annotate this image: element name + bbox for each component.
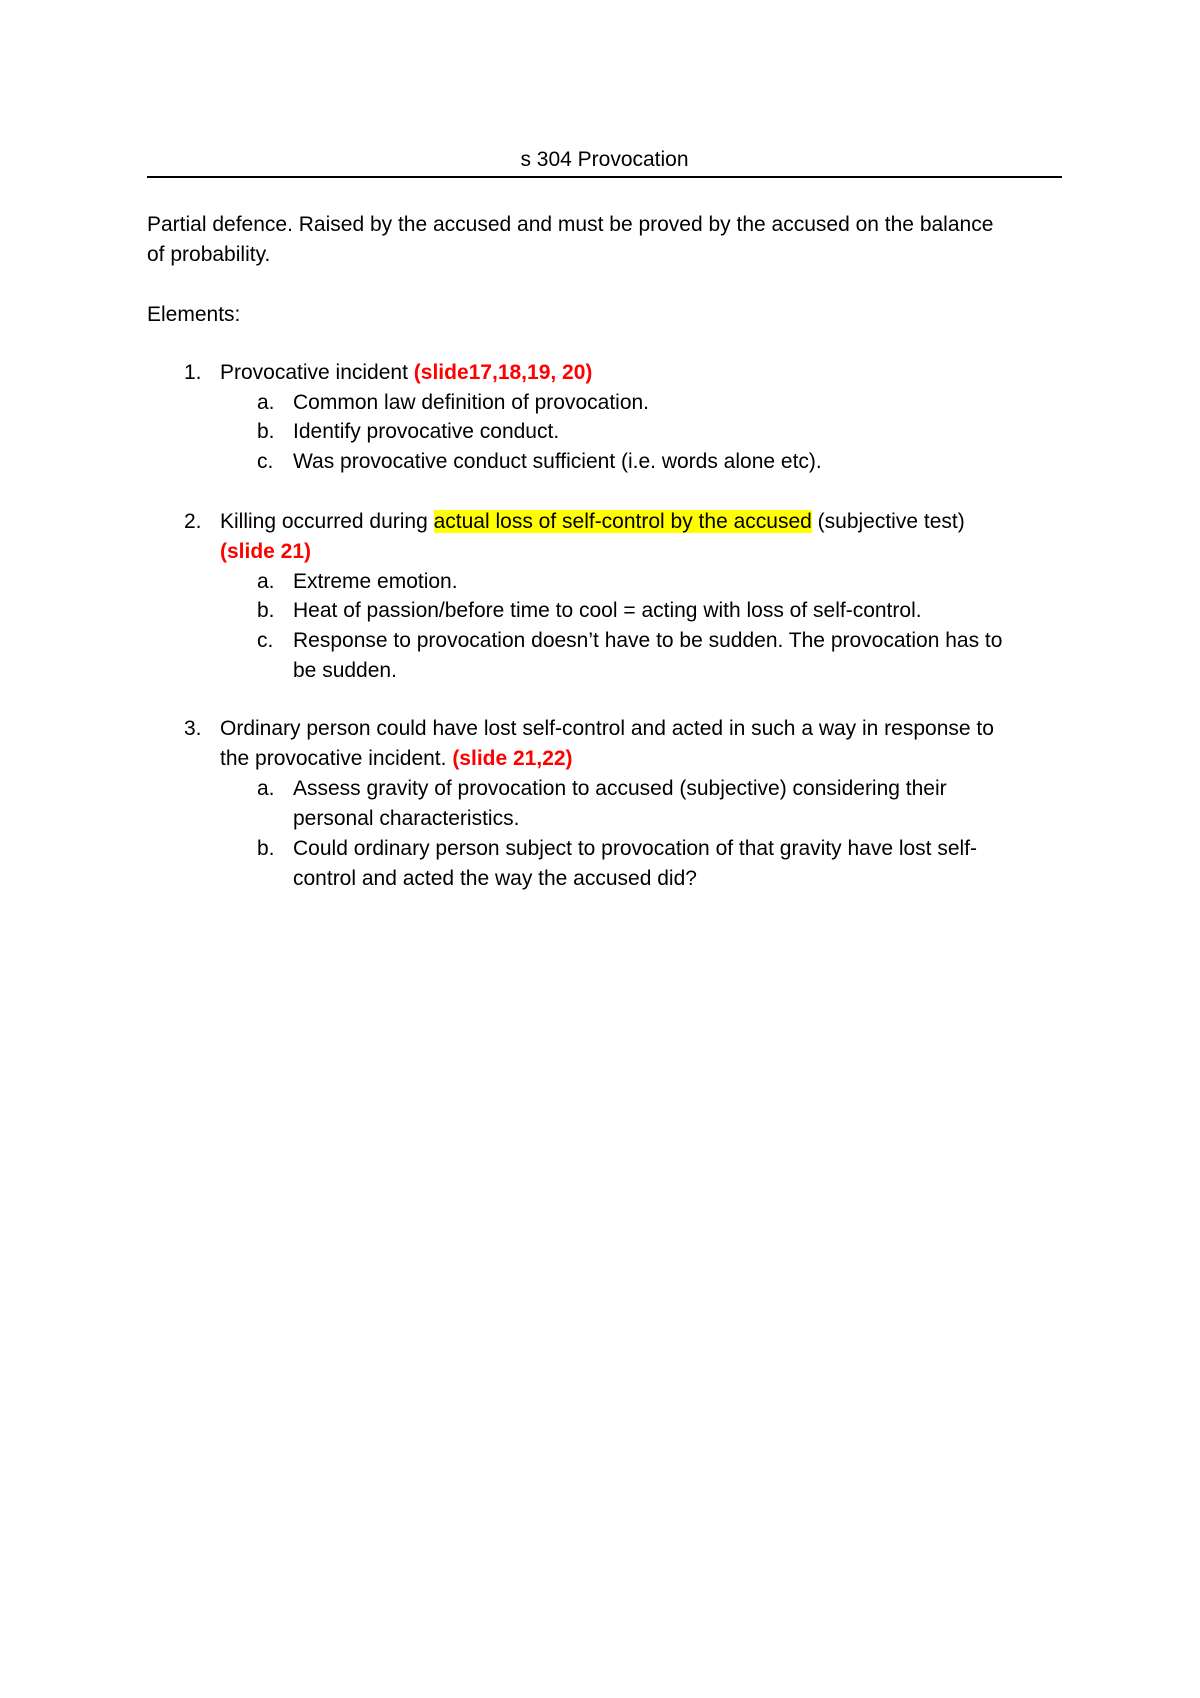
- item-3a-line-1: Assess gravity of provocation to accused (subjective) considering their: [293, 777, 947, 800]
- item-3a-line-2: personal characteristics.: [293, 807, 520, 830]
- item-1-number: 1.: [184, 361, 202, 384]
- item-2c-letter: c.: [257, 629, 274, 652]
- item-2b-text: Heat of passion/before time to cool = acting with loss of self-control.: [293, 599, 922, 622]
- item-2c-line-1: Response to provocation doesn’t have to be sudden. The provocation has to: [293, 629, 1003, 652]
- item-3-line-2: [220, 744, 573, 774]
- item-3-line-1: Ordinary person could have lost self-control and acted in such a way in response to: [220, 717, 994, 740]
- item-3b-line-2: control and acted the way the accused did?: [293, 867, 697, 890]
- item-2-number: 2.: [184, 510, 202, 533]
- item-1b-letter: b.: [257, 420, 275, 443]
- item-1-label: Provocative incident: [220, 361, 414, 384]
- item-2-text-before: Killing occurred during: [220, 510, 434, 533]
- item-1a-text: Common law definition of provocation.: [293, 391, 650, 414]
- elements-heading: Elements:: [147, 303, 241, 326]
- item-1b-text: Identify provocative conduct.: [293, 420, 560, 443]
- item-2b-letter: b.: [257, 599, 275, 622]
- item-3-number: 3.: [184, 717, 202, 740]
- item-1c-letter: c.: [257, 450, 274, 473]
- intro-line-1: Partial defence. Raised by the accused and must be proved by the accused on the balance: [147, 213, 994, 236]
- item-3a-letter: a.: [257, 777, 275, 800]
- title-underline-rule: [147, 176, 1062, 178]
- item-1a-letter: a.: [257, 391, 275, 414]
- item-2a-text: Extreme emotion.: [293, 570, 458, 593]
- item-3b-line-1: Could ordinary person subject to provocation of that gravity have lost self-: [293, 837, 978, 860]
- item-2c-line-2: be sudden.: [293, 659, 397, 682]
- item-2-slide-ref: (slide 21): [220, 540, 312, 563]
- page-title: s 304 Provocation: [520, 148, 689, 171]
- item-3-line-2-text: the provocative incident.: [220, 747, 453, 770]
- item-3-slide-ref: (slide 21,22): [452, 747, 573, 770]
- intro-line-2: of probability.: [147, 243, 271, 266]
- item-3b-letter: b.: [257, 837, 275, 860]
- item-2a-letter: a.: [257, 570, 275, 593]
- item-2-text-after: (subjective test): [811, 510, 965, 533]
- item-2-text: [220, 507, 965, 537]
- item-2-highlight: actual loss of self-control by the accused: [433, 510, 812, 533]
- item-1c-text: Was provocative conduct sufficient (i.e. words alone etc).: [293, 450, 822, 473]
- item-1-slide-ref: (slide17,18,19, 20): [413, 361, 593, 384]
- item-1-text: [220, 358, 592, 388]
